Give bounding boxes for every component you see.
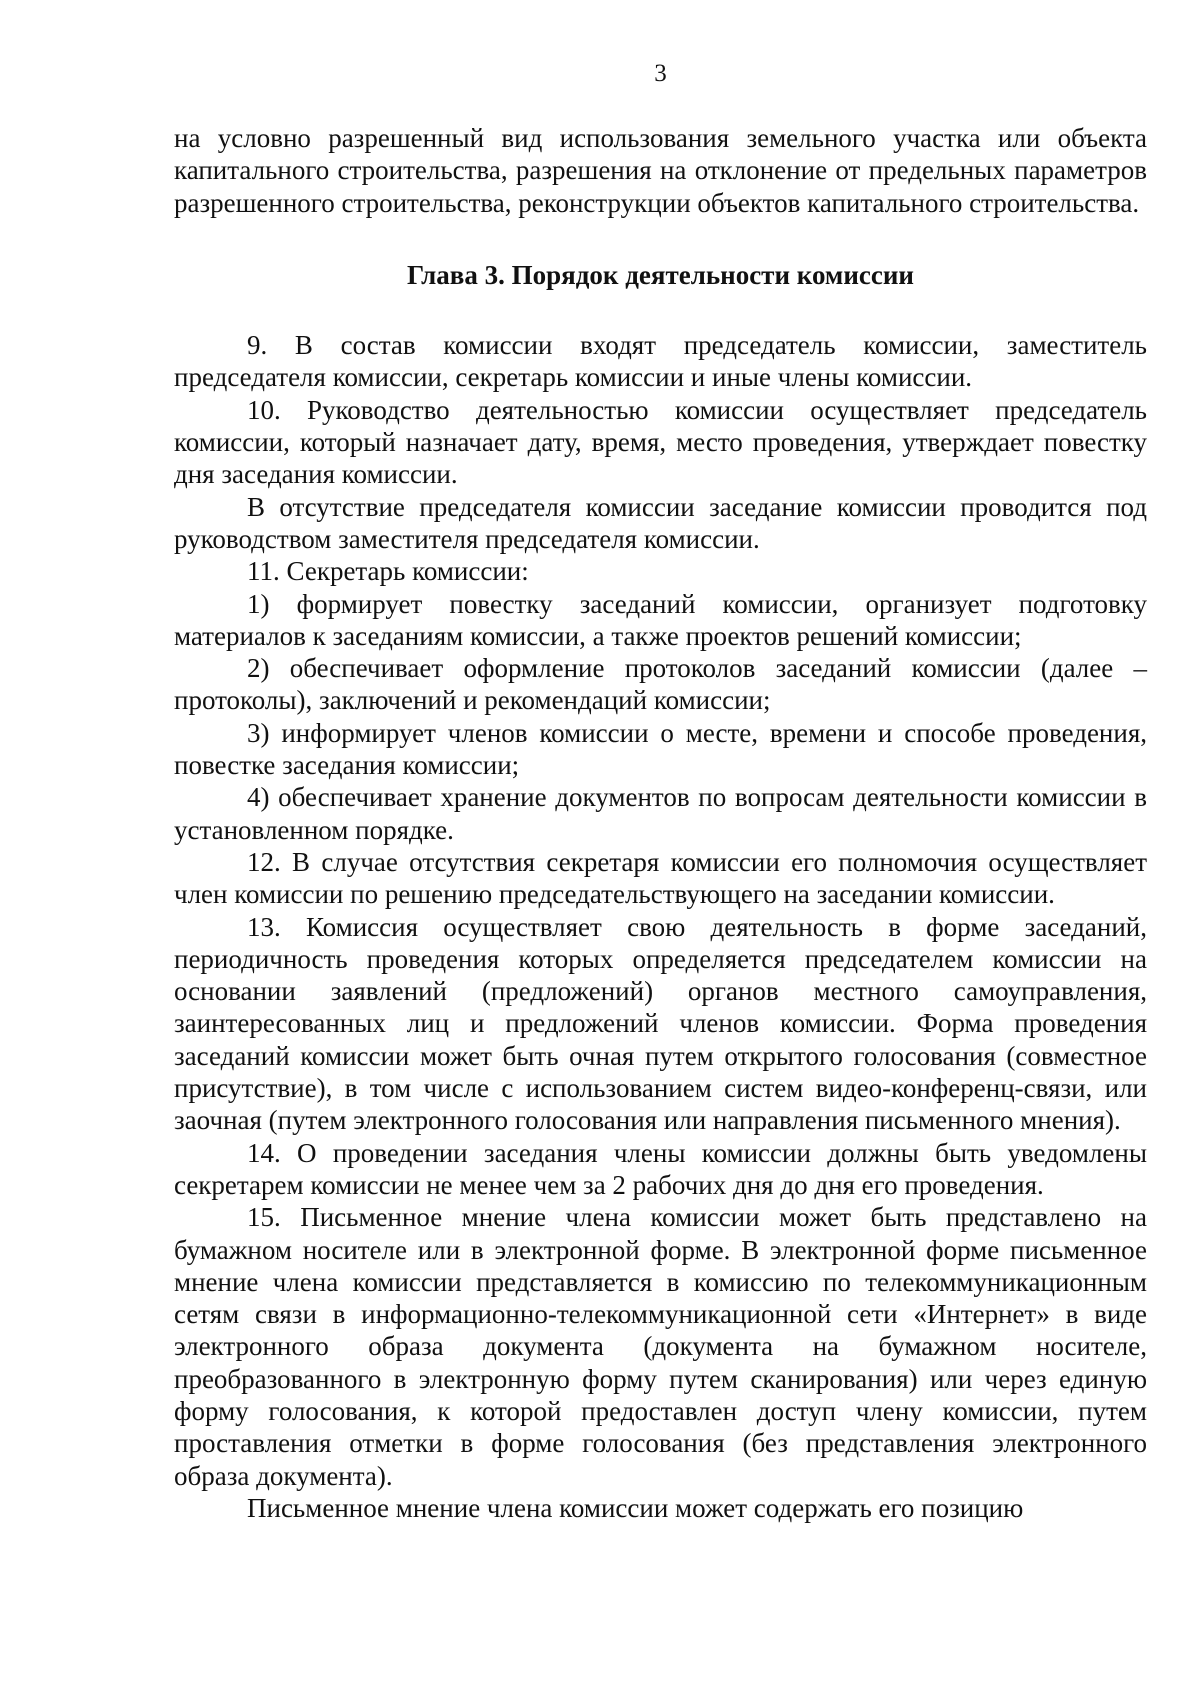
paragraph-13: 13. Комиссия осуществляет свою деятельность в форме заседаний, периодичность проведения которых определяется председателем комиссии на основании заявлений (предложений) органов местного самоуправления, заинтересованных лиц и предложений членов комиссии. Форма проведения заседаний комиссии может быть очная путем открытого голосования (совместное присутствие), в том числе с использованием систем видео-конференц-связи, или заочная (путем электронного голосования или направления письменного мнения). [174, 911, 1147, 1136]
paragraph-14: 14. О проведении заседания члены комиссии должны быть уведомлены секретарем комиссии не менее чем за 2 рабочих дня до дня его проведения. [174, 1137, 1147, 1200]
paragraph-11-item-1: 1) формирует повестку заседаний комиссии, организует подготовку материалов к заседаниям комиссии, а также проектов решений комиссии; [174, 588, 1147, 651]
page-number: 3 [654, 60, 667, 87]
paragraph-9: 9. В состав комиссии входят председатель комиссии, заместитель председателя комиссии, секретарь комиссии и иные члены комиссии. [174, 330, 1147, 393]
paragraph-11-item-2: 2) обеспечивает оформление протоколов заседаний комиссии (далее – протоколы), заключений и рекомендаций комиссии; [174, 653, 1147, 716]
paragraph-11: 11. Секретарь комиссии: [247, 556, 529, 587]
paragraph-11-item-3: 3) информирует членов комиссии о месте, времени и способе проведения, повестке заседания комиссии; [174, 717, 1147, 781]
document-body [174, 122, 1147, 1524]
paragraph-15-continuation: Письменное мнение члена комиссии может содержать его позицию [247, 1492, 1024, 1523]
paragraph-10: 10. Руководство деятельностью комиссии осуществляет председатель комиссии, который назначает дату, время, место проведения, утверждает повестку дня заседания комиссии. [174, 394, 1147, 490]
paragraph-15: 15. Письменное мнение члена комиссии может быть представлено на бумажном носителе или в электронной форме. В электронной форме письменное мнение члена комиссии представляется в комиссию по телекоммуникационным сетям связи в информационно-телекоммуникационной сети «Интернет» в виде электронного образа документа (документа на бумажном носителе, преобразованного в электронную форму путем сканирования) или через единую форму голосования, к которой предоставлен доступ члену комиссии, путем проставления отметки в форме голосования (без представления электронного образа документа). [174, 1202, 1147, 1491]
chapter-title: Глава 3. Порядок деятельности комиссии [407, 259, 914, 290]
paragraph-10-absence: В отсутствие председателя комиссии заседание комиссии проводится под руководством заместителя председателя комиссии. [174, 491, 1147, 554]
paragraph-11-item-4: 4) обеспечивает хранение документов по вопросам деятельности комиссии в установленном порядке. [174, 782, 1147, 845]
intro-paragraph: на условно разрешенный вид использования земельного участка или объекта капитального строительства, разрешения на отклонение от предельных параметров разрешенного строительства, реконструкции объектов капитального строительства. [174, 123, 1147, 218]
paragraph-12: 12. В случае отсутствия секретаря комиссии его полномочия осуществляет член комиссии по решению председательствующего на заседании комиссии. [174, 846, 1147, 910]
